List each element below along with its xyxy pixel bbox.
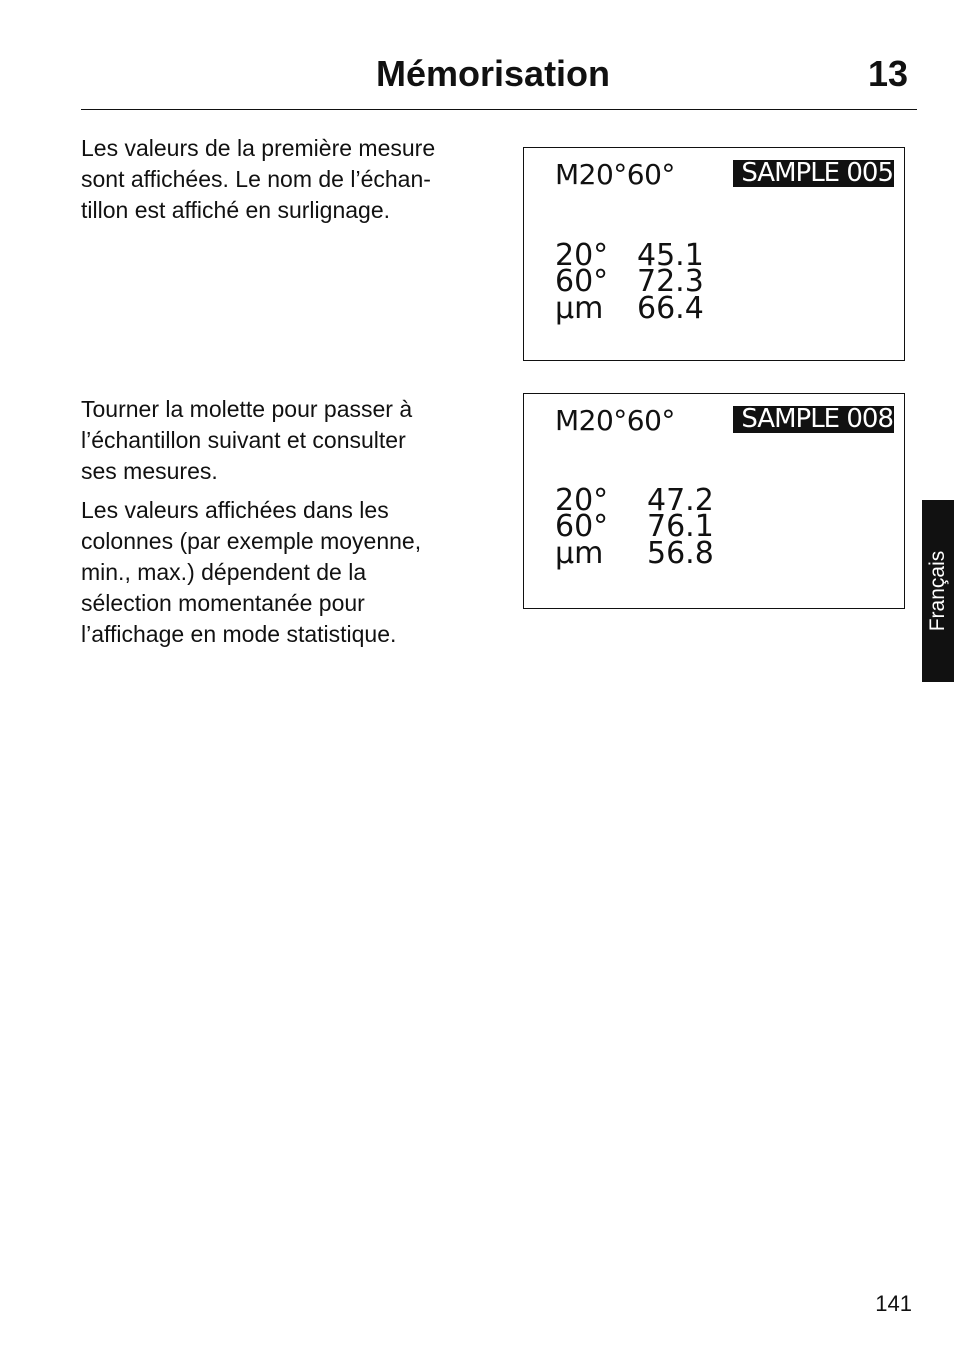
header-divider bbox=[81, 109, 917, 110]
row-label: 60° bbox=[555, 264, 609, 299]
sample-name-highlight: SAMPLE 005 bbox=[733, 160, 894, 187]
paragraph-first-measure: Les valeurs de la première mesure sont affichées. Le nom de l’échan- tillon est affiché en surlignage. bbox=[81, 135, 436, 223]
row-label: 20° bbox=[555, 483, 609, 518]
row-value: 56.8 bbox=[647, 536, 714, 571]
page-title: Mémorisation bbox=[376, 53, 611, 94]
display-row bbox=[555, 291, 704, 326]
row-value: 66.4 bbox=[637, 291, 704, 326]
chapter-number: 13 bbox=[867, 53, 908, 94]
row-value: 72.3 bbox=[637, 264, 704, 299]
language-tab bbox=[922, 500, 954, 682]
display-screen-sample-005 bbox=[523, 147, 905, 361]
page-number: 141 bbox=[875, 1291, 912, 1316]
row-value: 47.2 bbox=[647, 483, 714, 518]
row-value: 76.1 bbox=[647, 509, 714, 544]
display-row bbox=[555, 536, 714, 571]
display-mode: M20°60° bbox=[555, 158, 675, 191]
row-label: 20° bbox=[555, 238, 609, 273]
display-mode: M20°60° bbox=[555, 404, 675, 437]
sample-name-highlight: SAMPLE 008 bbox=[733, 406, 894, 433]
row-label: 60° bbox=[555, 509, 609, 544]
language-tab-label: Français bbox=[926, 550, 949, 632]
row-value: 45.1 bbox=[637, 238, 704, 273]
display-screen-sample-008 bbox=[523, 393, 905, 609]
row-label: µm bbox=[555, 536, 604, 571]
paragraph-turn-dial: Tourner la molette pour passer à l’échantillon suivant et consulter ses mesures. bbox=[81, 396, 413, 484]
row-label: µm bbox=[555, 291, 604, 326]
paragraph-statistics-mode: Les valeurs affichées dans les colonnes (par exemple moyenne, min., max.) dépendent de la sélection momentanée pour l’affichage en mode statistique. bbox=[81, 497, 422, 647]
